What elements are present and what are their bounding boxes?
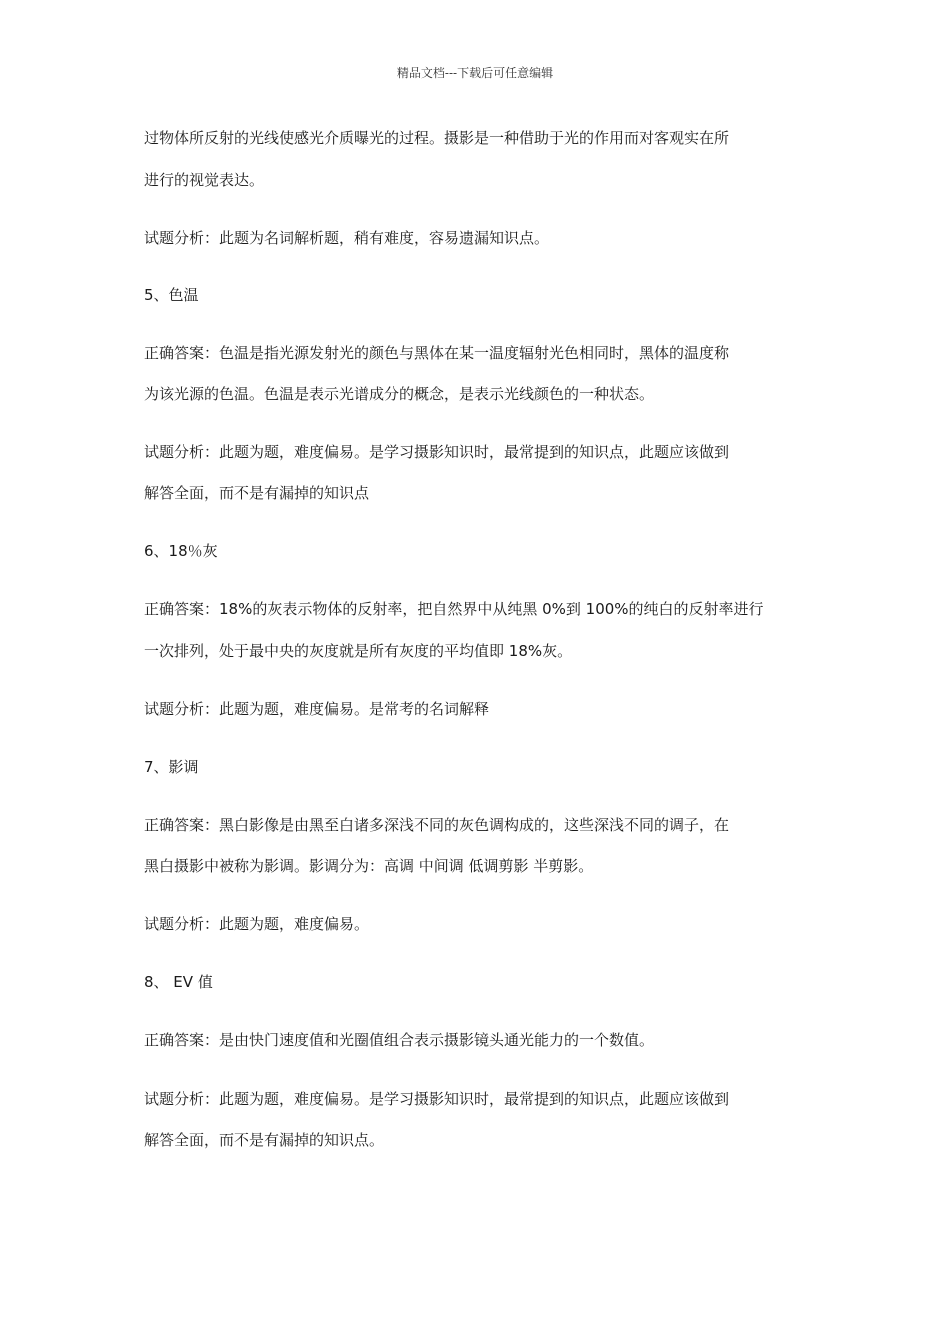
paragraph-line: 过物体所反射的光线使感光介质曝光的过程。摄影是一种借助于光的作用而对客观实在所	[144, 129, 730, 147]
paragraph-line: 进行的视觉表达。	[144, 171, 265, 189]
analysis-text: 试题分析：此题为名词解析题，稍有难度，容易遗漏知识点。	[144, 229, 550, 247]
answer-text: 为该光源的色温。色温是表示光谱成分的概念，是表示光线颜色的一种状态。	[144, 385, 655, 403]
question-title: 5、色温	[144, 286, 199, 304]
answer-text: 正确答案：18%的灰表示物体的反射率，把自然界中从纯黑 0%到 100%的纯白的反射率进行	[144, 600, 764, 618]
analysis-text: 试题分析：此题为题，难度偏易。	[144, 915, 370, 933]
analysis-text: 试题分析：此题为题，难度偏易。是学习摄影知识时，最常提到的知识点，此题应该做到	[144, 443, 730, 461]
analysis-text: 试题分析：此题为题，难度偏易。是常考的名词解释	[144, 700, 490, 718]
page-header: 精品文档---下载后可任意编辑	[396, 66, 554, 80]
answer-text: 正确答案：色温是指光源发射光的颜色与黑体在某一温度辐射光色相同时，黑体的温度称	[144, 344, 730, 362]
analysis-text: 解答全面，而不是有漏掉的知识点	[144, 484, 370, 502]
analysis-text: 试题分析：此题为题，难度偏易。是学习摄影知识时，最常提到的知识点，此题应该做到	[144, 1090, 730, 1108]
answer-text: 正确答案：是由快门速度值和光圈值组合表示摄影镜头通光能力的一个数值。	[144, 1031, 655, 1049]
question-title: 7、影调	[144, 758, 199, 776]
answer-text: 黑白摄影中被称为影调。影调分为：高调 中间调 低调剪影 半剪影。	[144, 857, 594, 875]
answer-text: 正确答案：黑白影像是由黑至白诸多深浅不同的灰色调构成的，这些深浅不同的调子，在	[144, 816, 730, 834]
question-title: 8、 EV 值	[144, 973, 213, 991]
answer-text: 一次排列，处于最中央的灰度就是所有灰度的平均值即 18%灰。	[144, 642, 573, 660]
analysis-text: 解答全面，而不是有漏掉的知识点。	[144, 1131, 385, 1149]
question-title: 6、18％灰	[144, 542, 218, 560]
